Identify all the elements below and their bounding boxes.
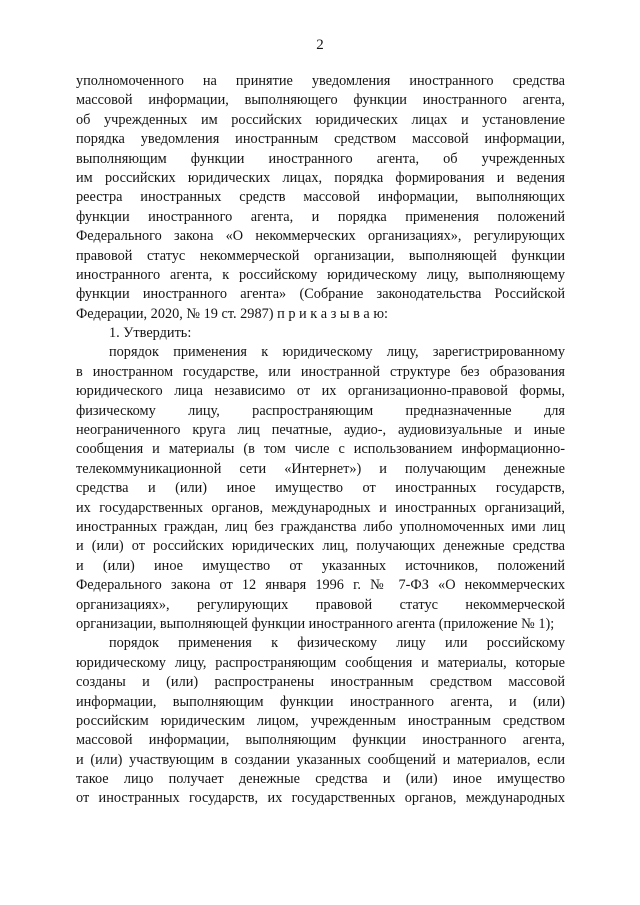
text-line: реестра иностранных средств массовой информации, выполняющих <box>76 189 565 206</box>
text-line: иностранного агента, к российскому юридическому лицу, выполняющему <box>76 266 565 283</box>
text-line: организациях», регулирующих правовой статус некоммерческой <box>76 596 565 613</box>
text-line: юридическому лицу, распространяющим сообщения и материалы, которые <box>76 654 565 671</box>
document-body <box>76 72 565 809</box>
text-line: российским юридическим лицом, учрежденным иностранным средством <box>76 712 565 729</box>
text-line: информации, выполняющим функции иностранного агента, и (или) <box>76 693 565 710</box>
text-line: Федерального закона от 12 января 1996 г. № 7-ФЗ «О некоммерческих <box>76 577 565 594</box>
text-line: выполняющим функции иностранного агента, об учрежденных <box>76 150 565 167</box>
text-line: и (или) иное имущество от указанных источников, положений <box>76 557 565 574</box>
text-line: уполномоченного на принятие уведомления иностранного средства <box>76 73 565 89</box>
text-line: от иностранных государств, их государственных органов, международных <box>76 790 565 807</box>
text-line: функции иностранного агента, и порядка применения положений <box>76 208 565 225</box>
text-line: функции иностранного агента» (Собрание законодательства Российской <box>76 286 565 303</box>
text-line: об учрежденных им российских юридических лицах и установление <box>76 111 565 128</box>
text-line: сообщения и материалы (в том числе с использованием информационно- <box>76 441 565 458</box>
text-line: порядок применения к физическому лицу или российскому <box>109 635 565 652</box>
text-line: массовой информации, выполняющего функции иностранного агента, <box>76 92 565 109</box>
text-line: и (или) от российских юридических лиц, получающих денежные средства <box>76 538 565 555</box>
text-line: их государственных органов, международных и иностранных организаций, <box>76 499 565 516</box>
text-line: юридического лица независимо от их организационно-правовой формы, <box>76 383 565 400</box>
text-line: массовой информации, выполняющим функции иностранного агента, <box>76 732 565 749</box>
text-line: такое лицо получает денежные средства и (или) иное имущество <box>76 771 565 788</box>
text-line: порядок применения к юридическому лицу, зарегистрированному <box>109 344 565 361</box>
text-line: Федерации, 2020, № 19 ст. 2987) п р и к а з ы в а ю: <box>76 305 389 322</box>
page-number: 2 <box>316 37 324 53</box>
text-line: в иностранном государстве, или иностранной структуре без образования <box>76 363 565 380</box>
text-line: Федерального закона «О некоммерческих организациях», регулирующих <box>76 228 565 245</box>
text-line: порядка уведомления иностранным средством массовой информации, <box>76 131 565 148</box>
text-line: созданы и (или) распространены иностранным средством массовой <box>76 674 565 691</box>
text-line: средства и (или) иное имущество от иностранных государств, <box>76 480 565 497</box>
text-line: им российских юридических лицах, порядка формирования и ведения <box>76 169 565 186</box>
text-line: 1. Утвердить: <box>109 325 192 342</box>
text-line: неограниченного круга лиц печатные, аудио-, аудиовизуальные и иные <box>76 422 565 439</box>
text-line: правовой статус некоммерческой организации, выполняющей функции <box>76 247 565 264</box>
text-line: организации, выполняющей функции иностранного агента (приложение № 1); <box>76 615 555 632</box>
text-line: и (или) участвующим в создании указанных сообщений и материалов, если <box>76 751 565 768</box>
text-line: иностранных граждан, лиц без гражданства либо уполномоченных ими лиц <box>76 518 565 535</box>
text-line: физическому лицу, распространяющим предназначенные для <box>76 402 565 419</box>
text-line: телекоммуникационной сети «Интернет») и получающим денежные <box>76 460 565 477</box>
